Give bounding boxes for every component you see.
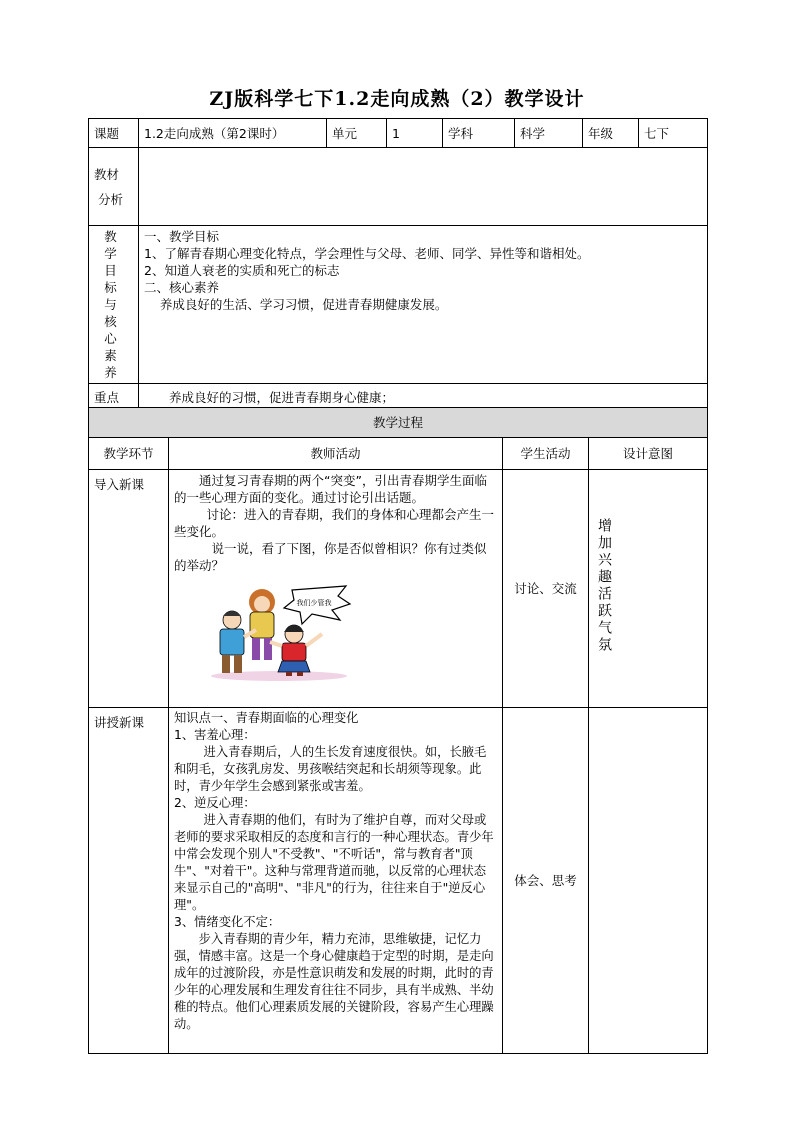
intro-row — [89, 470, 708, 708]
teaching-row — [89, 708, 708, 1054]
document-title: ZJ版科学七下1.2走向成熟（2）教学设计 — [209, 88, 585, 110]
item-heading: 3、情绪变化不定： — [174, 915, 281, 929]
grade-value: 七下 — [639, 119, 708, 148]
col-teacher-header: 教师活动 — [169, 438, 503, 470]
material-content — [139, 148, 708, 226]
teaching-design — [589, 708, 708, 1054]
column-header-row — [89, 438, 708, 470]
goals-label-line: 教 学 — [104, 229, 123, 261]
topic-value: 1.2走向成熟（第2课时） — [139, 119, 327, 148]
item-text: 进入青春期的他们，有时为了维护自尊，而对父母或老师的要求采取相反的态度和言行的一种心理状态。青少年中常会发现个别人"不受教"、"不听话"，常与教育者"顶牛"、"对着干"。这种与常理背道而驰，以反常的心理状态来显示自己的"高明"、"非凡"的行为，往往来自于"逆反心理"。 — [174, 813, 494, 912]
goals-label-line: 养 — [104, 365, 123, 380]
goals-line: 1、了解青春期心理变化特点，学会理性与父母、老师、同学、异性等和谐相处。 — [144, 246, 590, 261]
process-table — [88, 407, 708, 1054]
material-row — [89, 148, 708, 226]
grade-label: 年级 — [583, 119, 639, 148]
material-label-line-1: 教材 — [94, 166, 120, 182]
col-design-header: 设计意图 — [589, 438, 708, 470]
teaching-student: 体会、思考 — [503, 708, 589, 1054]
subject-label: 学科 — [443, 119, 515, 148]
goals-label — [89, 226, 139, 384]
material-label — [89, 148, 139, 226]
item-text: 步入青春期的青少年，精力充沛，思维敏捷，记忆力强，情感丰富。这是一个身心健康趋于定型的时期，是走向成年的过渡阶段，亦是性意识萌发和发展的时期，此时的青少年的心理发展和生理发育往往不同步，具有半成熟、半幼稚的特点。他们心理素质发展的关键阶段，容易产生心理躁动。 — [174, 932, 494, 1031]
info-table — [88, 118, 708, 438]
goals-line: 一、教学目标 — [144, 229, 220, 244]
material-label-line-2: 分析 — [98, 191, 124, 207]
item-heading: 2、逆反心理： — [174, 796, 256, 810]
intro-paragraph: 通过复习青春期的两个“突变”，引出青春期学生面临的一些心理方面的变化。通过讨论引出话题。 — [174, 473, 487, 505]
goals-row — [89, 226, 708, 384]
teaching-heading: 知识点一、青春期面临的心理变化 — [174, 711, 359, 725]
key-point-content: 养成良好的习惯，促进青春期身心健康； — [139, 384, 708, 411]
teaching-stage: 讲授新课 — [89, 708, 169, 1054]
topic-label: 课题 — [89, 119, 139, 148]
intro-design — [589, 470, 708, 708]
goals-label-line: 心 素 — [104, 331, 123, 363]
teaching-teacher — [169, 708, 503, 1054]
subject-value: 科学 — [515, 119, 583, 148]
unit-label: 单元 — [327, 119, 387, 148]
intro-design-text: 增加兴趣活跃气氛 — [596, 518, 612, 654]
info-row — [89, 119, 708, 148]
intro-teacher — [169, 470, 503, 708]
intro-paragraph: 说一说，看了下图，你是否似曾相识？你有过类似的举动？ — [174, 541, 487, 573]
goals-label-line: 目 标 — [104, 263, 123, 295]
intro-paragraph: 讨论：进入的青春期，我们的身体和心理都会产生一些变化。 — [174, 507, 495, 539]
speech-bubble-text: 我们少管我 — [296, 599, 332, 607]
intro-student: 讨论、交流 — [503, 470, 589, 708]
process-header-row — [89, 408, 708, 438]
col-stage-header: 教学环节 — [89, 438, 169, 470]
goals-content — [139, 226, 708, 384]
unit-value: 1 — [387, 119, 443, 148]
goals-line: 养成良好的生活、学习习惯，促进青春期健康发展。 — [144, 297, 448, 312]
col-student-header: 学生活动 — [503, 438, 589, 470]
key-point-label: 重点 — [89, 384, 139, 411]
goals-label-line: 与 核 — [104, 297, 123, 329]
item-heading: 1、害羞心理： — [174, 728, 256, 742]
goals-line: 二、核心素养 — [144, 280, 220, 295]
intro-stage: 导入新课 — [89, 470, 169, 708]
goals-line: 2、知道人衰老的实质和死亡的标志 — [144, 263, 340, 278]
item-text: 进入青春期后，人的生长发育速度很快。如，长腋毛和阴毛，女孩乳房发、男孩喉结突起和长胡须等现象。此时，青少年学生会感到紧张或害羞。 — [174, 745, 487, 793]
process-header: 教学过程 — [89, 408, 708, 438]
cartoon-illustration — [204, 582, 354, 682]
